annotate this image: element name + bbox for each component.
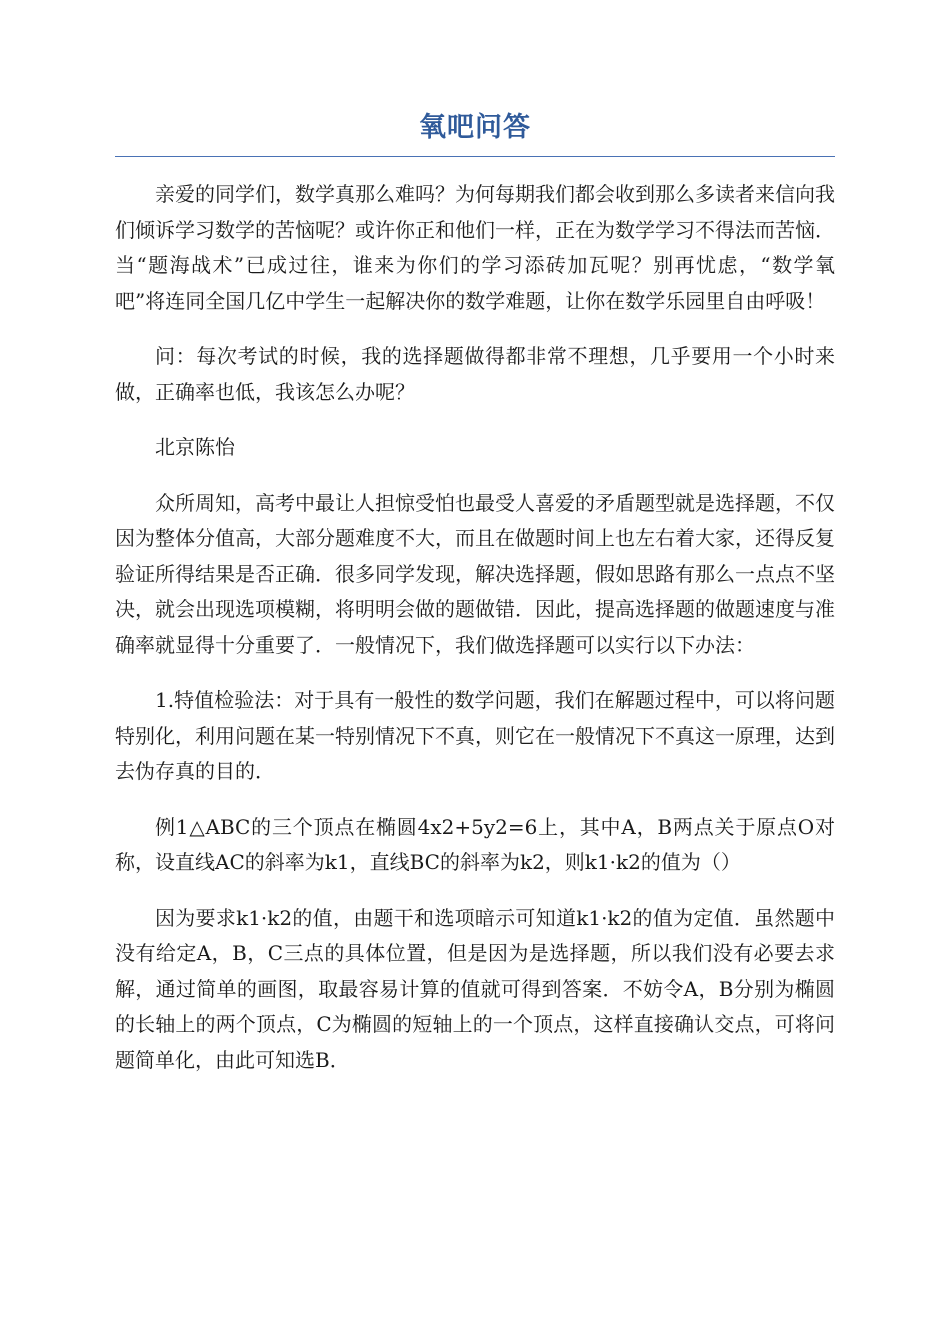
answer-paragraph: 众所周知，高考中最让人担惊受怕也最受人喜爱的矛盾题型就是选择题，不仅因为整体分值高，大部分题难度不大，而且在做题时间上也左右着大家，还得反复验证所得结果是否正确．很多同学发现，解决选择题，假如思路有那么一点点不坚决，就会出现选项模糊，将明明会做的题做错．因此，提高选择题的做题速度与准确率就显得十分重要了．一般情况下，我们做选择题可以实行以下办法： — [115, 490, 835, 657]
intro-paragraph: 亲爱的同学们，数学真那么难吗？为何每期我们都会收到那么多读者来信向我们倾诉学习数学的苦恼呢？或许你正和他们一样，正在为数学学习不得法而苦恼．当“题海战术”已成过往，谁来为你们的学习添砖加瓦呢？别再忧虑，“数学氧吧”将连同全国几亿中学生一起解决你的数学难题，让你在数学乐园里自由呼吸！ — [115, 182, 835, 313]
title-underline — [115, 156, 835, 157]
question-paragraph: 问：每次考试的时候，我的选择题做得都非常不理想，几乎要用一个小时来做，正确率也低，我该怎么办呢？ — [115, 344, 835, 404]
solution-paragraph: 因为要求k1·k2的值，由题干和选项暗示可知道k1·k2的值为定值．虽然题中没有给定A，B，C三点的具体位置，但是因为是选择题，所以我们没有必要去求解，通过简单的画图，取最容易计算的值就可得到答案．不妨令A，B分别为椭圆的长轴上的两个顶点，C为椭圆的短轴上的一个顶点，这样直接确认交点，可将问题简单化，由此可知选B． — [115, 905, 835, 1072]
document-page — [115, 110, 835, 1098]
document-title: 氧吧问答 — [419, 112, 531, 143]
author-line: 北京陈怡 — [155, 435, 235, 459]
example-paragraph: 例1△ABC的三个顶点在椭圆4x2+5y2=6上，其中A，B两点关于原点O对称，设直线AC的斜率为k1，直线BC的斜率为k2，则k1·k2的值为（） — [115, 814, 835, 874]
method-paragraph: 1.特值检验法：对于具有一般性的数学问题，我们在解题过程中，可以将问题特别化，利用问题在某一特别情况下不真，则它在一般情况下不真这一原理，达到去伪存真的目的． — [115, 688, 835, 783]
